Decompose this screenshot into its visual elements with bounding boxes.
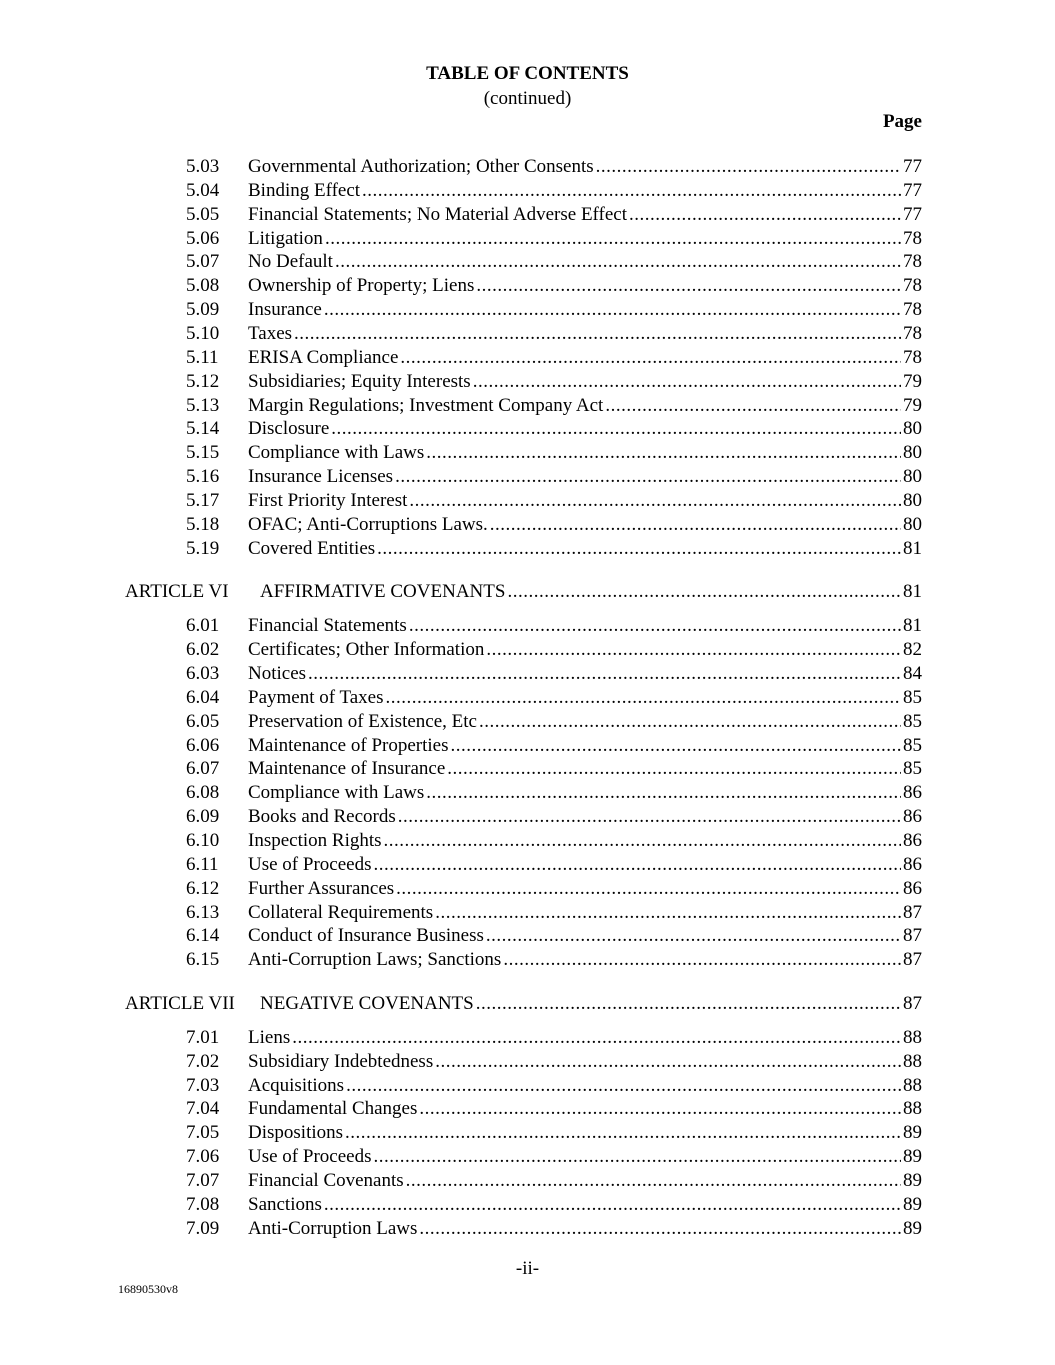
section-title: Further Assurances xyxy=(248,877,395,899)
toc-entry-line xyxy=(248,370,922,394)
toc-entry-line xyxy=(248,734,922,758)
toc-section-row xyxy=(0,370,1055,394)
page-ref: 80 xyxy=(903,513,922,535)
dot-leader xyxy=(324,298,901,322)
toc-section-row xyxy=(0,465,1055,489)
section-title: No Default xyxy=(248,251,333,273)
toc-entry-line xyxy=(248,1217,922,1241)
dot-leader xyxy=(419,1097,901,1121)
toc-title: TABLE OF CONTENTS xyxy=(426,63,629,84)
dot-leader xyxy=(395,465,901,489)
toc-subtitle: (continued) xyxy=(483,88,572,109)
dot-leader xyxy=(447,757,901,781)
page-ref: 78 xyxy=(903,227,922,249)
toc-entry-line xyxy=(248,1193,922,1217)
page-ref: 89 xyxy=(903,1170,922,1191)
dot-leader xyxy=(346,1074,901,1098)
toc-entry-line xyxy=(248,179,922,203)
page-ref: 85 xyxy=(903,734,922,756)
toc-entry-line xyxy=(248,1050,922,1074)
toc-entry-line xyxy=(248,489,922,513)
dot-leader xyxy=(331,417,901,441)
dot-leader xyxy=(426,441,901,465)
toc-entry-line xyxy=(248,322,922,346)
toc-section-row xyxy=(0,710,1055,734)
dot-leader xyxy=(507,580,901,604)
toc-entry-line xyxy=(248,1097,922,1121)
section-number: 6.13 xyxy=(186,901,220,923)
section-number: 5.06 xyxy=(186,227,220,249)
page-ref: 88 xyxy=(903,1050,922,1072)
page-ref: 85 xyxy=(903,758,922,780)
section-number: 5.08 xyxy=(186,275,220,297)
section-number: 5.18 xyxy=(186,513,220,535)
section-title: Conduct of Insurance Business xyxy=(248,925,484,947)
dot-leader xyxy=(596,155,901,179)
toc-entry-line xyxy=(248,662,922,686)
toc-section-row xyxy=(0,179,1055,203)
dot-leader xyxy=(292,1026,901,1050)
toc-section-row xyxy=(0,829,1055,853)
page-ref: 88 xyxy=(903,1026,922,1048)
page-ref: 88 xyxy=(903,1098,922,1120)
toc-entry-line xyxy=(248,227,922,251)
page-ref: 89 xyxy=(903,1122,922,1144)
page-ref: 87 xyxy=(903,901,922,923)
page-ref: 81 xyxy=(903,581,922,603)
section-title: Litigation xyxy=(248,227,323,249)
section-title: Insurance Licenses xyxy=(248,466,394,488)
toc-entry-line xyxy=(248,1026,922,1050)
dot-leader xyxy=(605,394,901,418)
toc-entry-line xyxy=(248,638,922,662)
section-number: 7.07 xyxy=(186,1170,220,1191)
section-title: Compliance with Laws xyxy=(248,782,425,804)
section-title: Collateral Requirements xyxy=(248,901,434,923)
page-ref: 80 xyxy=(903,466,922,488)
section-number: 6.14 xyxy=(186,925,220,947)
section-title: OFAC; Anti-Corruptions Laws. xyxy=(248,513,488,535)
toc-entry-line xyxy=(248,203,922,227)
section-number: 5.11 xyxy=(186,346,219,368)
page-ref: 80 xyxy=(903,418,922,440)
toc-article-row xyxy=(0,580,1055,604)
section-title: Liens xyxy=(248,1026,291,1048)
page-ref: 86 xyxy=(903,829,922,851)
toc-section-row xyxy=(0,638,1055,662)
toc-entry-line xyxy=(248,298,922,322)
section-title: Ownership of Property; Liens xyxy=(248,275,475,297)
toc-entry-line xyxy=(248,877,922,901)
dot-leader xyxy=(294,322,901,346)
section-title: Maintenance of Insurance xyxy=(248,758,446,780)
toc-section-row xyxy=(0,1097,1055,1121)
page-ref: 85 xyxy=(903,710,922,732)
dot-leader xyxy=(324,1193,901,1217)
dot-leader xyxy=(373,1145,901,1169)
toc-entry-line xyxy=(248,686,922,710)
section-number: 7.04 xyxy=(186,1098,220,1120)
article-title: NEGATIVE COVENANTS xyxy=(260,993,474,1015)
dot-leader xyxy=(373,853,901,877)
section-number: 5.19 xyxy=(186,537,220,559)
toc-section-row xyxy=(0,346,1055,370)
toc-section-row xyxy=(0,1074,1055,1098)
toc-section-row xyxy=(0,250,1055,274)
section-number: 5.10 xyxy=(186,322,220,344)
toc-entry-line xyxy=(248,155,922,179)
dot-leader xyxy=(362,179,901,203)
section-number: 7.09 xyxy=(186,1217,220,1239)
section-title: Fundamental Changes xyxy=(248,1098,418,1120)
dot-leader xyxy=(486,638,901,662)
page-ref: 79 xyxy=(903,394,922,416)
section-title: Subsidiary Indebtedness xyxy=(248,1050,434,1072)
section-number: 6.05 xyxy=(186,710,220,732)
section-title: Use of Proceeds xyxy=(248,853,372,875)
toc-entry-line xyxy=(248,274,922,298)
section-number: 5.12 xyxy=(186,370,220,392)
page-column-header: Page xyxy=(882,111,922,132)
section-title: Acquisitions xyxy=(248,1074,345,1096)
page-ref: 77 xyxy=(903,203,922,225)
toc-entry-line xyxy=(248,1145,922,1169)
section-number: 7.08 xyxy=(186,1193,220,1215)
section-number: 6.08 xyxy=(186,782,220,804)
section-number: 7.02 xyxy=(186,1050,220,1072)
article-title: AFFIRMATIVE COVENANTS xyxy=(260,581,506,603)
page-ref: 78 xyxy=(903,322,922,344)
article-number: ARTICLE VII xyxy=(125,993,235,1015)
toc-entry-line xyxy=(248,441,922,465)
page-number: -ii- xyxy=(515,1258,540,1279)
section-number: 6.11 xyxy=(186,853,219,875)
page-ref: 87 xyxy=(903,993,922,1015)
section-title: Certificates; Other Information xyxy=(248,639,485,661)
toc-entry-line xyxy=(248,394,922,418)
toc-entry-line xyxy=(248,346,922,370)
toc-section-row xyxy=(0,805,1055,829)
page-ref: 85 xyxy=(903,686,922,708)
article-number: ARTICLE VI xyxy=(125,581,229,603)
section-number: 5.14 xyxy=(186,418,220,440)
section-title: Compliance with Laws xyxy=(248,442,425,464)
toc-section-row xyxy=(0,513,1055,537)
toc-article-row xyxy=(0,992,1055,1016)
section-number: 5.16 xyxy=(186,466,220,488)
section-number: 6.06 xyxy=(186,734,220,756)
dot-leader xyxy=(409,489,901,513)
toc-section-row xyxy=(0,853,1055,877)
page-ref: 86 xyxy=(903,806,922,828)
toc-entry-line xyxy=(248,513,922,537)
dot-leader xyxy=(308,662,901,686)
dot-leader xyxy=(419,1217,901,1241)
toc-section-row xyxy=(0,877,1055,901)
dot-leader xyxy=(426,781,901,805)
section-title: Financial Covenants xyxy=(248,1170,404,1191)
section-title: Dispositions xyxy=(248,1122,344,1144)
section-title: Insurance xyxy=(248,299,322,321)
toc-section-row xyxy=(0,1121,1055,1145)
toc-entry-line xyxy=(248,1121,922,1145)
dot-leader xyxy=(377,537,901,561)
section-number: 7.05 xyxy=(186,1122,220,1144)
toc-entry-line xyxy=(248,805,922,829)
dot-leader xyxy=(473,370,901,394)
page-ref: 87 xyxy=(903,925,922,947)
section-number: 6.10 xyxy=(186,829,220,851)
dot-leader xyxy=(450,734,901,758)
section-title: Financial Statements; No Material Adverse Effect xyxy=(248,203,628,225)
toc-section-row xyxy=(0,298,1055,322)
section-title: First Priority Interest xyxy=(248,489,408,511)
toc-section-row xyxy=(0,614,1055,638)
toc-section-row xyxy=(0,901,1055,925)
page-ref: 86 xyxy=(903,877,922,899)
toc-section-row xyxy=(0,686,1055,710)
page-ref: 78 xyxy=(903,346,922,368)
dot-leader xyxy=(476,274,901,298)
toc-section-row xyxy=(0,734,1055,758)
section-number: 7.06 xyxy=(186,1146,220,1168)
section-number: 5.04 xyxy=(186,179,220,201)
toc-section-row xyxy=(0,322,1055,346)
page-ref: 86 xyxy=(903,853,922,875)
dot-leader xyxy=(345,1121,901,1145)
page-ref: 89 xyxy=(903,1217,922,1239)
section-title: Taxes xyxy=(248,322,293,344)
toc-entry-line xyxy=(248,829,922,853)
section-number: 6.02 xyxy=(186,639,220,661)
toc-section-row xyxy=(0,203,1055,227)
dot-leader xyxy=(335,250,901,274)
toc-section-row xyxy=(0,662,1055,686)
section-title: Anti-Corruption Laws xyxy=(248,1217,418,1239)
page-ref: 80 xyxy=(903,489,922,511)
toc-entry-line xyxy=(248,710,922,734)
toc-section-row xyxy=(0,1050,1055,1074)
section-number: 6.12 xyxy=(186,877,220,899)
page-ref: 80 xyxy=(903,442,922,464)
section-number: 5.15 xyxy=(186,442,220,464)
section-title: Preservation of Existence, Etc xyxy=(248,710,477,732)
document-id: 16890530v8 xyxy=(118,1282,178,1296)
section-number: 6.15 xyxy=(186,949,220,971)
toc-section-row xyxy=(0,1026,1055,1050)
section-title: Notices xyxy=(248,663,307,684)
dot-leader xyxy=(386,686,901,710)
dot-leader xyxy=(406,1169,901,1193)
dot-leader xyxy=(384,829,901,853)
section-number: 7.03 xyxy=(186,1074,220,1096)
section-number: 6.03 xyxy=(186,663,220,684)
page-ref: 78 xyxy=(903,299,922,321)
section-title: Subsidiaries; Equity Interests xyxy=(248,370,471,392)
toc-entry-line xyxy=(248,537,922,561)
page-ref: 89 xyxy=(903,1193,922,1215)
dot-leader xyxy=(398,805,901,829)
section-title: Disclosure xyxy=(248,418,330,440)
dot-leader xyxy=(435,901,901,925)
toc-entry-line xyxy=(248,1074,922,1098)
toc-section-row xyxy=(0,274,1055,298)
toc-entry-line xyxy=(260,580,922,604)
toc-section-row xyxy=(0,1169,1055,1193)
toc-section-row xyxy=(0,948,1055,972)
dot-leader xyxy=(503,948,901,972)
dot-leader xyxy=(435,1050,901,1074)
toc-entry-line xyxy=(248,853,922,877)
section-number: 5.17 xyxy=(186,489,220,511)
section-number: 5.03 xyxy=(186,156,220,177)
dot-leader xyxy=(409,614,901,638)
toc-entry-line xyxy=(248,901,922,925)
section-title: Financial Statements xyxy=(248,615,407,637)
section-number: 6.01 xyxy=(186,615,220,637)
section-title: Use of Proceeds xyxy=(248,1146,372,1168)
toc-entry-line xyxy=(248,781,922,805)
section-title: Inspection Rights xyxy=(248,829,382,851)
section-number: 7.01 xyxy=(186,1026,220,1048)
toc-entry-line xyxy=(260,992,922,1016)
section-number: 5.07 xyxy=(186,251,220,273)
section-title: Anti-Corruption Laws; Sanctions xyxy=(248,949,502,971)
section-title: ERISA Compliance xyxy=(248,346,399,368)
toc-section-row xyxy=(0,417,1055,441)
toc-entry-line xyxy=(248,757,922,781)
toc-section-row xyxy=(0,1145,1055,1169)
toc-entry-line xyxy=(248,924,922,948)
toc-section-row xyxy=(0,537,1055,561)
section-number: 6.09 xyxy=(186,806,220,828)
section-title: Sanctions xyxy=(248,1193,322,1215)
section-number: 5.05 xyxy=(186,203,220,225)
toc-section-row xyxy=(0,227,1055,251)
toc-entry-line xyxy=(248,250,922,274)
toc-entry-line xyxy=(248,1169,922,1193)
page-ref: 77 xyxy=(903,179,922,201)
section-number: 5.09 xyxy=(186,299,220,321)
section-title: Covered Entities xyxy=(248,537,376,559)
dot-leader xyxy=(325,227,901,251)
section-title: Governmental Authorization; Other Consents xyxy=(248,156,594,177)
toc-section-row xyxy=(0,1217,1055,1241)
section-number: 6.07 xyxy=(186,758,220,780)
dot-leader xyxy=(476,992,901,1016)
dot-leader xyxy=(490,513,901,537)
page-ref: 87 xyxy=(903,949,922,971)
toc-section-row xyxy=(0,394,1055,418)
toc-section-row xyxy=(0,1193,1055,1217)
toc-entry-line xyxy=(248,465,922,489)
dot-leader xyxy=(629,203,901,227)
page-ref: 84 xyxy=(903,663,922,684)
toc-section-row xyxy=(0,781,1055,805)
section-title: Binding Effect xyxy=(248,179,361,201)
page-ref: 89 xyxy=(903,1146,922,1168)
section-title: Margin Regulations; Investment Company Act xyxy=(248,394,604,416)
section-number: 5.13 xyxy=(186,394,220,416)
section-title: Books and Records xyxy=(248,806,396,828)
section-title: Maintenance of Properties xyxy=(248,734,449,756)
page-ref: 77 xyxy=(903,156,922,177)
page-ref: 81 xyxy=(903,537,922,559)
page-ref: 86 xyxy=(903,782,922,804)
page-ref: 88 xyxy=(903,1074,922,1096)
toc-entry-line xyxy=(248,614,922,638)
page-ref: 82 xyxy=(903,639,922,661)
toc-section-row xyxy=(0,489,1055,513)
page-ref: 81 xyxy=(903,615,922,637)
toc-section-row xyxy=(0,441,1055,465)
toc-entry-line xyxy=(248,948,922,972)
dot-leader xyxy=(486,924,901,948)
toc-section-row xyxy=(0,757,1055,781)
section-title: Payment of Taxes xyxy=(248,686,384,708)
page-ref: 78 xyxy=(903,275,922,297)
dot-leader xyxy=(396,877,901,901)
toc-section-row xyxy=(0,155,1055,179)
page-ref: 78 xyxy=(903,251,922,273)
section-number: 6.04 xyxy=(186,686,220,708)
toc-section-row xyxy=(0,924,1055,948)
dot-leader xyxy=(479,710,901,734)
page-ref: 79 xyxy=(903,370,922,392)
toc-entry-line xyxy=(248,417,922,441)
dot-leader xyxy=(400,346,901,370)
